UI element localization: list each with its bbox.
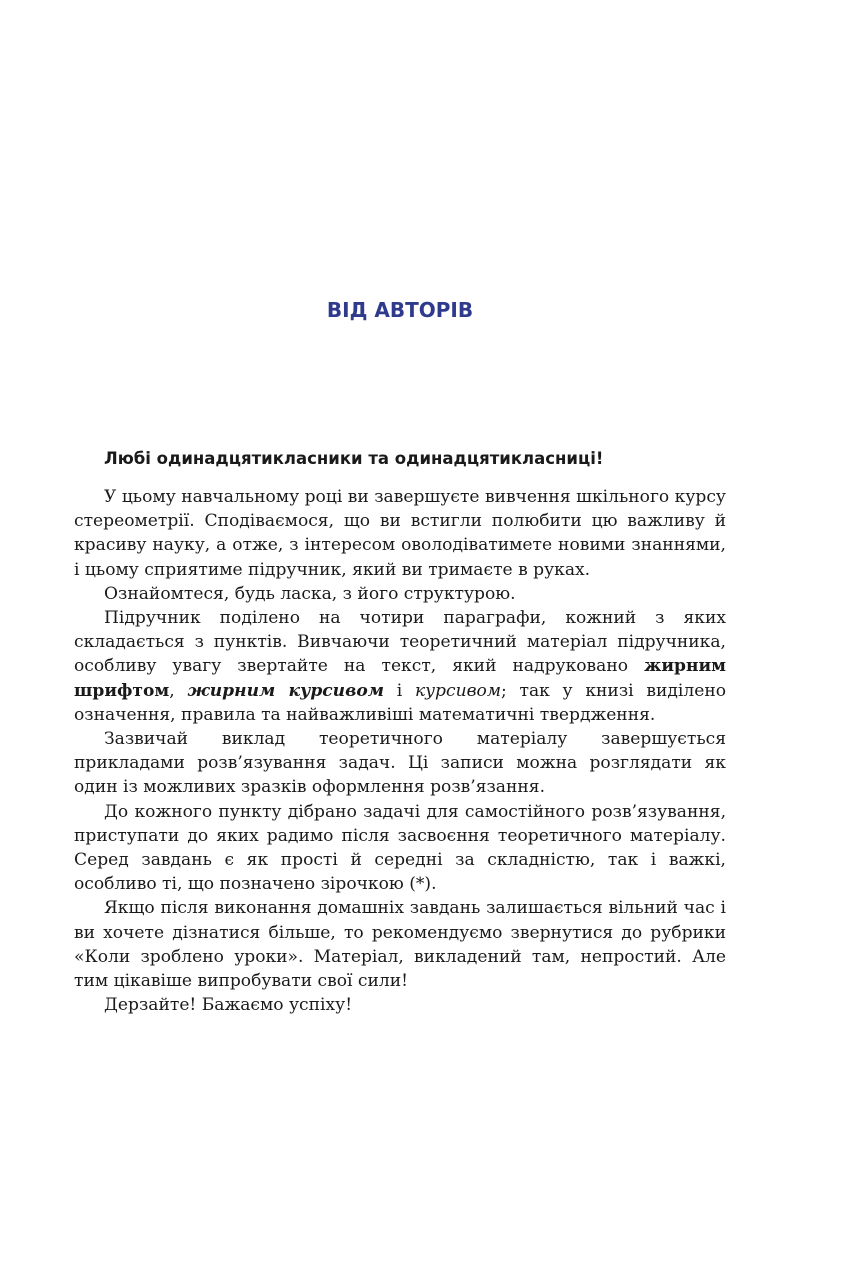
greeting-heading: Любі одинадцятикласники та одинадцятикласниці! bbox=[104, 449, 604, 468]
bold-italic-inner: жирним курсивом bbox=[187, 680, 384, 701]
body-text bbox=[74, 485, 726, 1017]
paragraph-3 bbox=[74, 606, 726, 727]
paragraph-1: У цьому навчальному році ви завершуєте вивчення шкільного курсу стереометрії. Сподіваємося, що ви встигли полюбити цю важливу й красиву науку, а отже, з інтересом оволодіватимете новими знаннями, і цьому сприятиме підручник, який ви тримаєте в руках. bbox=[74, 487, 726, 580]
separator: і bbox=[384, 680, 415, 701]
paragraph-5: До кожного пункту дібрано задачі для самостійного розв’язування, приступати до яких радимо після засвоєння теоретичного матеріалу. Серед завдань є як прості й середні за складністю, так і важкі, особливо ті, що позначено зірочкою (*). bbox=[74, 801, 726, 895]
paragraph-3-text: Підручник поділено на чотири параграфи, кожний з яких складається з пунктів. Вивчаючи теоретичний матеріал підручника, особливу увагу звертайте на текст, який надруковано bbox=[74, 608, 726, 677]
separator: , bbox=[169, 680, 188, 701]
page-title: ВІД АВТОРІВ bbox=[326, 298, 474, 322]
paragraph-6: Якщо після виконання домашніх завдань залишається вільний час і ви хочете дізнатися більше, то рекомендуємо звернутися до рубрики «Коли зроблено уроки». Матеріал, викладений там, непростий. Але тим цікавіше випробувати свої сили! bbox=[74, 898, 726, 992]
paragraph-7: Дерзайте! Бажаємо успіху! bbox=[104, 995, 353, 1016]
italic-text: курсивом bbox=[414, 680, 501, 701]
paragraph-2: Ознайомтеся, будь ласка, з його структурою. bbox=[104, 583, 516, 604]
bold-text: жирним шрифтом bbox=[74, 656, 726, 701]
bold-italic-text bbox=[187, 681, 384, 701]
paragraph-3-text-end: ; так у книзі виділено означення, правила та найважливіші математичні твердження. bbox=[74, 680, 727, 725]
paragraph-4: Зазвичай виклад теоретичного матеріалу завершується прикладами розв’язування задач. Ці записи можна розглядати як один із можливих зразків оформлення розв’язання. bbox=[74, 729, 726, 798]
